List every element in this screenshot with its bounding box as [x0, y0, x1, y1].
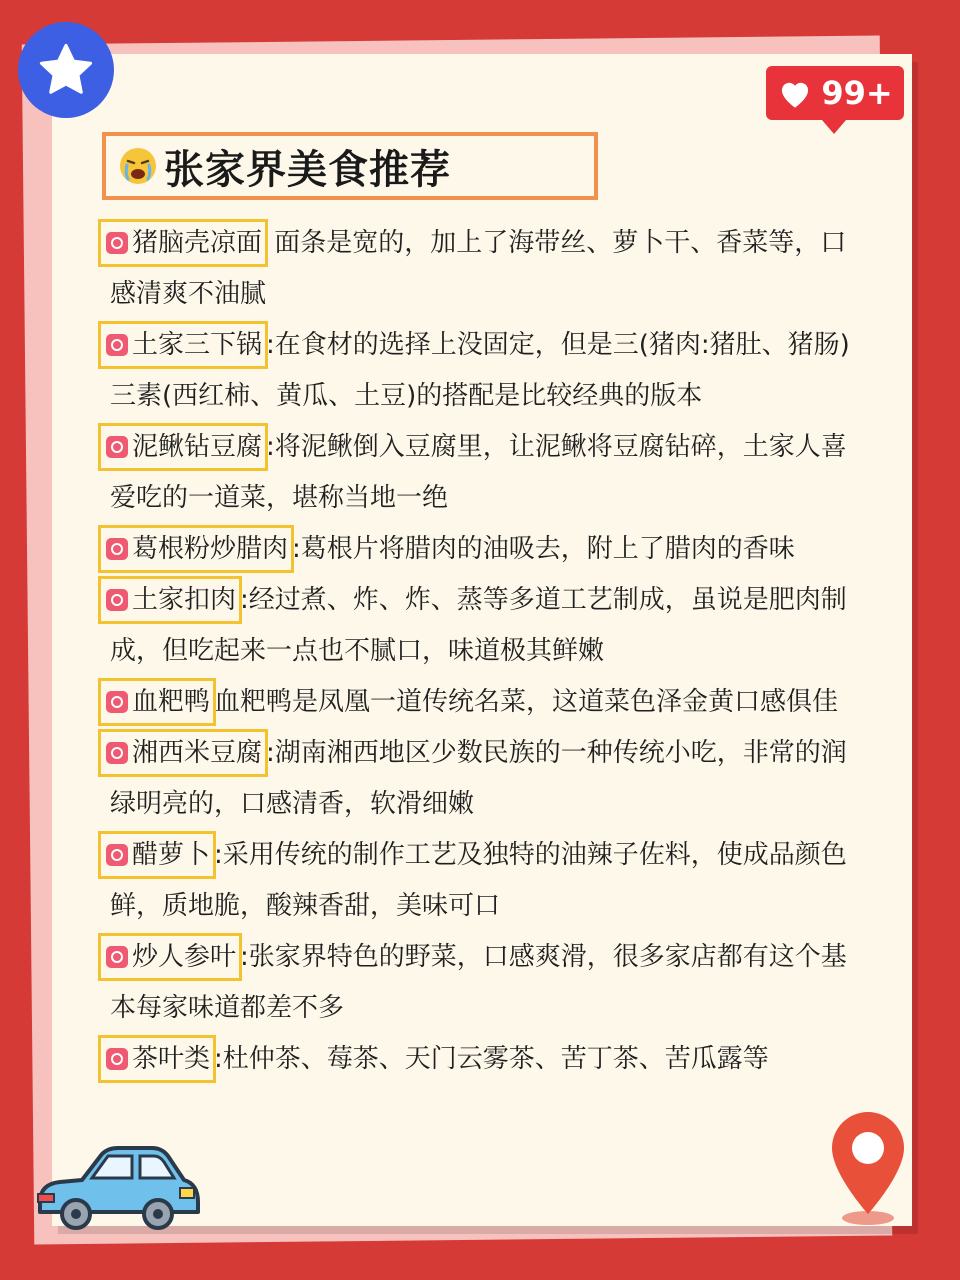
bullet-icon: [106, 436, 128, 458]
list-item: [110, 677, 870, 728]
item-tag: [100, 221, 266, 265]
item-tag: [100, 425, 266, 469]
item-desc: :张家界特色的野菜，口感爽滑，很多家店都有这个基本每家味道都差不多: [110, 942, 847, 1023]
list-item: [110, 728, 870, 830]
item-tag: [100, 323, 266, 367]
item-desc: :采用传统的制作工艺及独特的油辣子佐料，使成品颜色鲜，质地脆，酸辣香甜，美味可口: [110, 840, 847, 921]
page-title-box: [102, 132, 598, 200]
item-desc: :将泥鳅倒入豆腐里，让泥鳅将豆腐钻碎，土家人喜爱吃的一道菜，堪称当地一绝: [110, 432, 847, 513]
item-desc: :葛根片将腊肉的油吸去，附上了腊肉的香味: [292, 534, 795, 564]
item-name: 土家三下锅: [132, 330, 263, 360]
item-name: 血粑鸭: [132, 687, 211, 717]
item-desc: :经过煮、炸、炸、蒸等多道工艺制成，虽说是肥肉制成，但吃起来一点也不腻口，味道极其鲜嫩: [110, 585, 847, 666]
item-tag: [100, 578, 240, 622]
bullet-icon: [106, 1048, 128, 1070]
item-tag: [100, 731, 266, 775]
item-tag: [100, 680, 214, 724]
bullet-icon: [106, 691, 128, 713]
bullet-icon: [106, 334, 128, 356]
like-count: 99+: [821, 74, 893, 112]
item-desc: :在食材的选择上没固定，但是三(猪肉:猪肚、猪肠)三素(西红柿、黄瓜、土豆)的搭配是比较经典的版本: [110, 330, 850, 411]
item-name: 炒人参叶: [132, 942, 237, 972]
heart-icon: [777, 77, 813, 109]
item-tag: [100, 527, 292, 571]
list-item: [110, 932, 870, 1034]
item-tag: [100, 935, 240, 979]
list-item: [110, 218, 870, 320]
bullet-icon: [106, 232, 128, 254]
location-pin-icon: [826, 1108, 910, 1228]
page-title: 张家界美食推荐: [164, 146, 451, 193]
bullet-icon: [106, 946, 128, 968]
list-item: [110, 524, 870, 575]
item-desc: :湖南湘西地区少数民族的一种传统小吃，非常的润绿明亮的，口感清香，软滑细嫩: [110, 738, 847, 819]
item-tag: [100, 1037, 214, 1081]
item-name: 土家扣肉: [132, 585, 237, 615]
car-icon: [30, 1136, 206, 1232]
item-desc: :杜仲茶、莓茶、天门云雾茶、苦丁茶、苦瓜露等: [214, 1044, 769, 1074]
crying-face-icon: [118, 146, 158, 186]
bullet-icon: [106, 844, 128, 866]
star-icon: [18, 22, 114, 118]
list-item: [110, 1034, 870, 1085]
item-name: 湘西米豆腐: [132, 738, 263, 768]
item-desc: 面条是宽的，加上了海带丝、萝卜干、香菜等，口感清爽不油腻: [110, 228, 847, 309]
item-name: 猪脑壳凉面: [132, 228, 263, 258]
item-tag: [100, 833, 214, 877]
bullet-icon: [106, 742, 128, 764]
item-name: 葛根粉炒腊肉: [132, 534, 289, 564]
bullet-icon: [106, 589, 128, 611]
item-name: 醋萝卜: [132, 840, 211, 870]
item-desc: 血粑鸭是凤凰一道传统名菜，这道菜色泽金黄口感俱佳: [214, 687, 839, 717]
item-name: 茶叶类: [132, 1044, 211, 1074]
food-list: [110, 218, 870, 1085]
list-item: [110, 320, 870, 422]
list-item: [110, 575, 870, 677]
list-item: [110, 830, 870, 932]
item-name: 泥鳅钻豆腐: [132, 432, 263, 462]
like-badge[interactable]: [766, 66, 904, 120]
list-item: [110, 422, 870, 524]
bullet-icon: [106, 538, 128, 560]
